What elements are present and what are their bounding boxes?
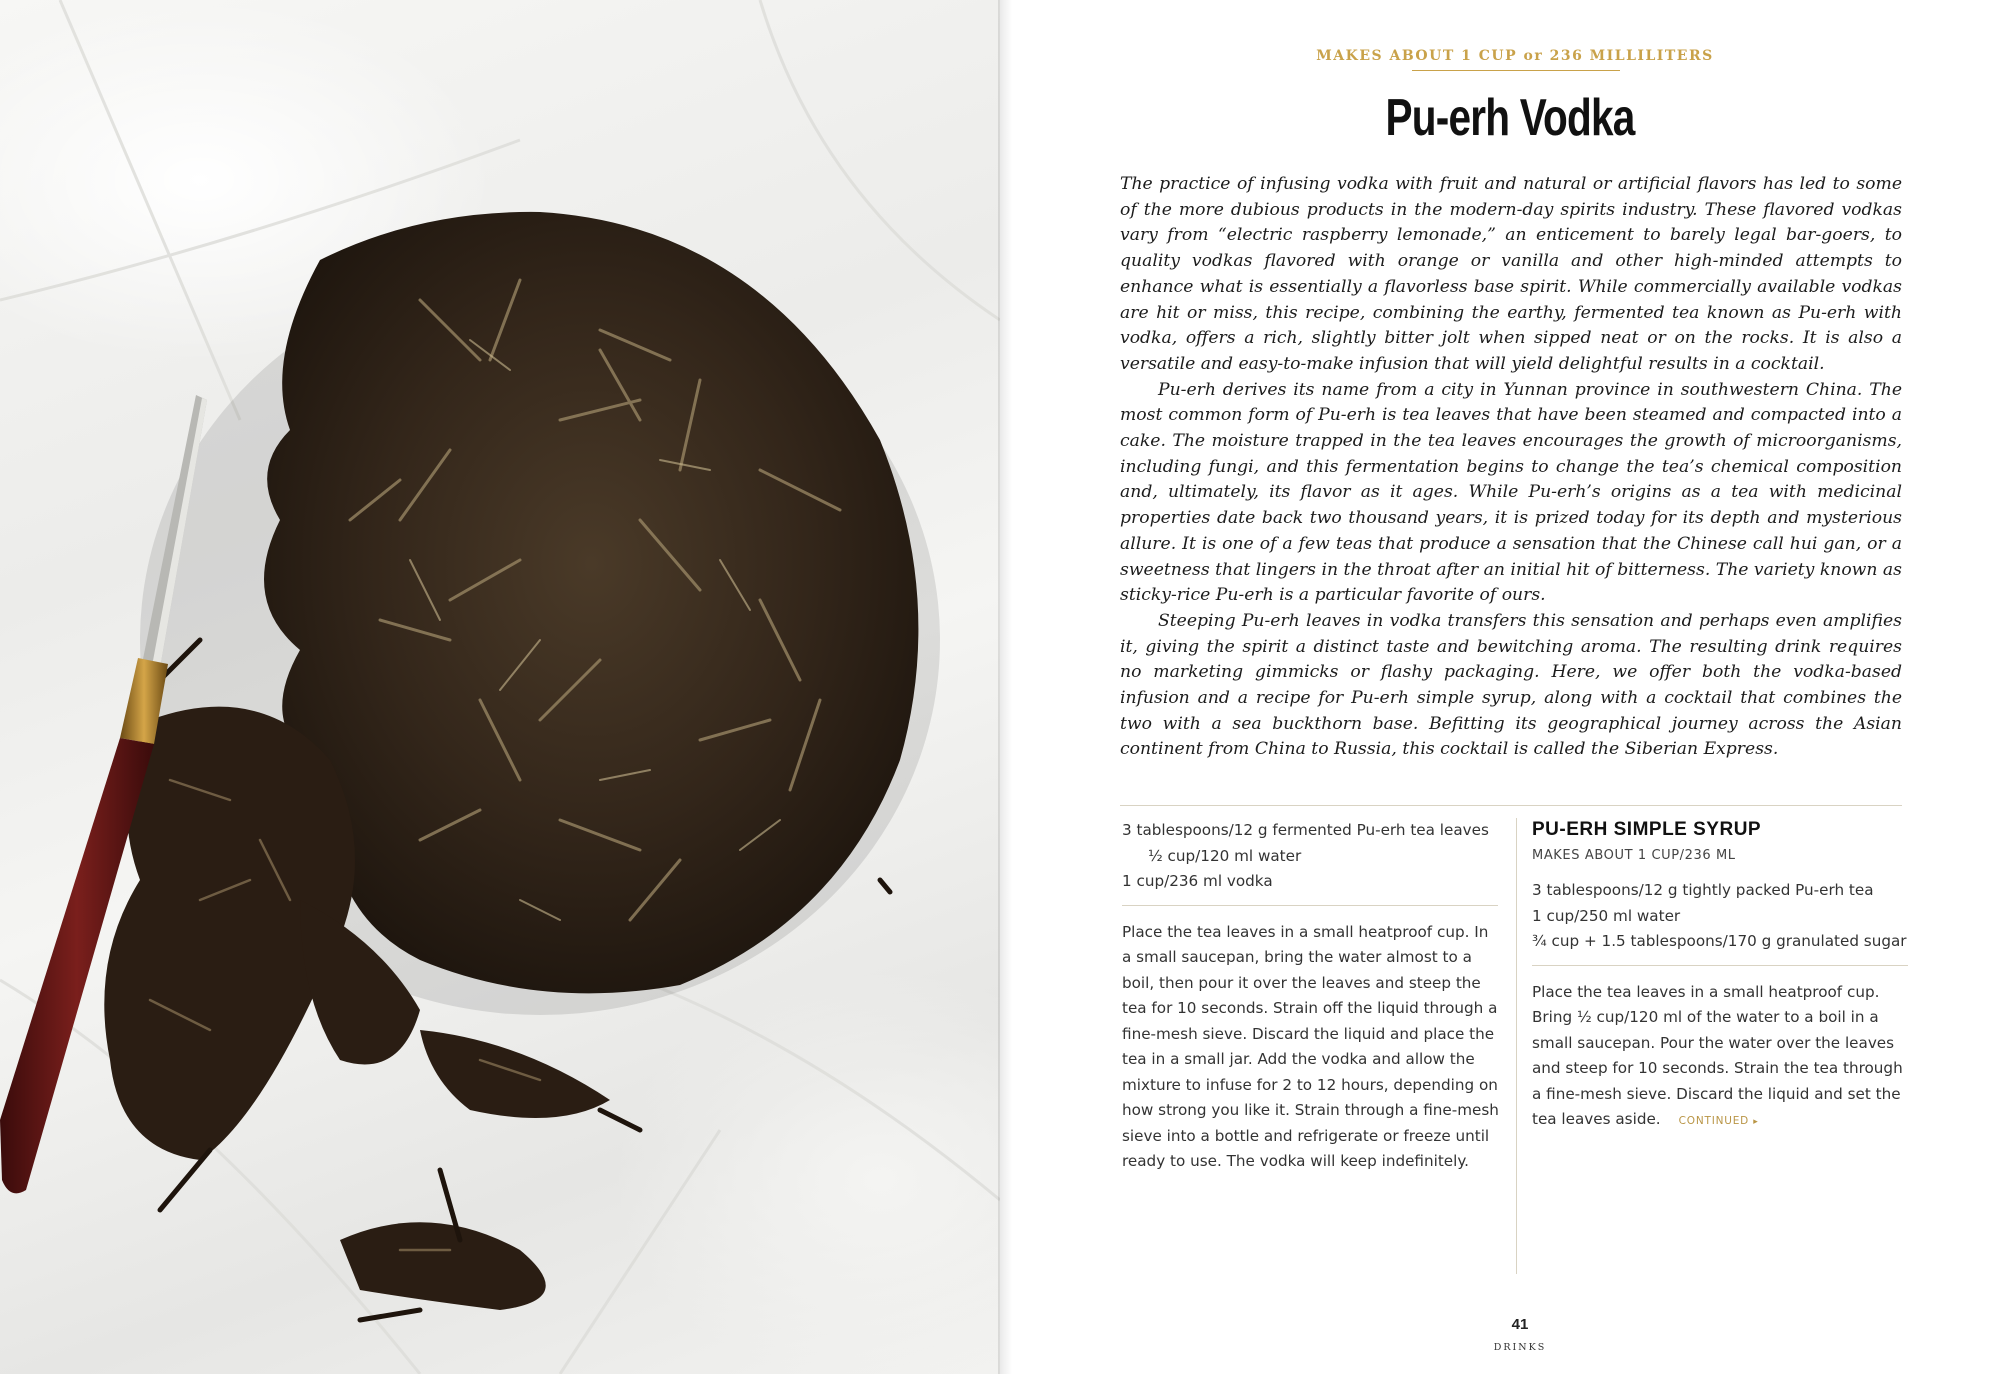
continued-link[interactable]: [1679, 1115, 1759, 1127]
column-divider: [1516, 818, 1517, 1274]
vodka-recipe-column: [1122, 818, 1502, 1175]
ingredient-line: 1 cup/236 ml vodka: [1122, 872, 1273, 890]
intro-paragraph: The practice of infusing vodka with fruit and natural or artificial flavors has led to some of the more dubious products in the modern-day spirits industry. These flavored vodkas vary from “electric raspberry lemonade,” an enticement to barely legal bar-goers, to quality vodkas flavored with orange or vanilla and other high-minded attempts to enhance what is essentially a flavorless base spirit. While commercially available vodkas are hit or miss, this recipe, combining the earthy, fermented tea known as Pu-erh with vodka, offers a rich, slightly bitter jolt when sipped neat or on the rocks. It is also a versatile and easy-to-make infusion that will yield delightful results in a cocktail.: [1120, 174, 1902, 374]
syrup-recipe-column: [1532, 818, 1912, 1136]
ingredients-rule: [1532, 965, 1908, 966]
ingredient-line: 3 tablespoons/12 g tightly packed Pu-erh tea: [1532, 881, 1874, 899]
ingredient-line: 3 tablespoons/12 g fermented Pu-erh tea leaves ½ cup/120 ml water: [1122, 821, 1489, 865]
recipe-title: Pu-erh Vodka: [1385, 89, 1635, 147]
ingredient-line: 1 cup/250 ml water: [1532, 906, 1681, 925]
recipe-introduction: [1120, 172, 1902, 763]
ingredient-line: ¾ cup + 1.5 tablespoons/170 g granulated sugar: [1532, 932, 1907, 950]
syrup-yield: MAKES ABOUT 1 CUP/236 ML: [1532, 848, 1736, 863]
page-number: 41: [1511, 1316, 1529, 1333]
page-gutter: [998, 0, 1012, 1374]
continued-label: CONTINUED: [1678, 1115, 1750, 1127]
section-name: DRINKS: [1493, 1342, 1547, 1353]
yield-rule: [1412, 70, 1620, 71]
syrup-title: PU-ERH SIMPLE SYRUP: [1532, 819, 1762, 840]
recipe-yield: MAKES ABOUT 1 CUP or 236 MILLILITERS: [1316, 48, 1714, 64]
ingredients-rule: [1122, 905, 1498, 906]
syrup-method-text: Place the tea leaves in a small heatproof cup. Bring ½ cup/120 ml of the water to a boil in a small saucepan. Pour the water over the leaves and steep for 10 seconds. Strain the tea through a fine-mesh sieve. Discard the liquid and set the tea leaves aside.: [1532, 982, 1903, 1128]
vodka-method: Place the tea leaves in a small heatproof cup. In a small saucepan, bring the water almost to a boil, then pour it over the leaves and steep the tea for 10 seconds. Strain off the liquid through a fine-mesh sieve. Discard the liquid and place the tea in a small jar. Add the vodka and allow the mixture to infuse for 2 to 12 hours, depending on how strong you like it. Strain through a fine-mesh sieve into a bottle and refrigerate or freeze until ready to use. The vodka will keep indefinitely.: [1122, 922, 1499, 1170]
syrup-method: [1532, 980, 1912, 1136]
intro-paragraph: Pu-erh derives its name from a city in Yunnan province in southwestern China. The most common form of Pu-erh is tea leaves that have been steamed and compacted into a cake. The moisture trapped in the tea leaves encourages the growth of microorganisms, including fungi, and this fermentation begins to change the tea’s chemical composition and, ultimately, its flavor as it ages. While Pu-erh’s origins as a tea with medicinal properties date back two thousand years, it is prized today for its depth and mysterious allure. It is one of a few teas that produce a sensation that the Chinese call hui gan, or a sweetness that lingers in the throat after an initial hit of bitterness. The variety known as sticky-rice Pu-erh is a particular favorite of ours.: [1120, 379, 1902, 606]
intro-paragraph: Steeping Pu-erh leaves in vodka transfers this sensation and perhaps even amplifies it, giving the spirit a distinct taste and bewitching aroma. The resulting drink requires no marketing gimmicks or flashy packaging. Here, we offer both the vodka-based infusion and a recipe for Pu-erh simple syrup, along with a cocktail that combines the two with a sea buckthorn base. Befitting its geographical journey across the Asian continent from China to Russia, this cocktail is called the Siberian Express.: [1120, 610, 1902, 760]
section-divider: [1120, 805, 1902, 806]
continued-arrow-icon: ▸: [1753, 1117, 1759, 1127]
tea-cake: [264, 212, 918, 993]
